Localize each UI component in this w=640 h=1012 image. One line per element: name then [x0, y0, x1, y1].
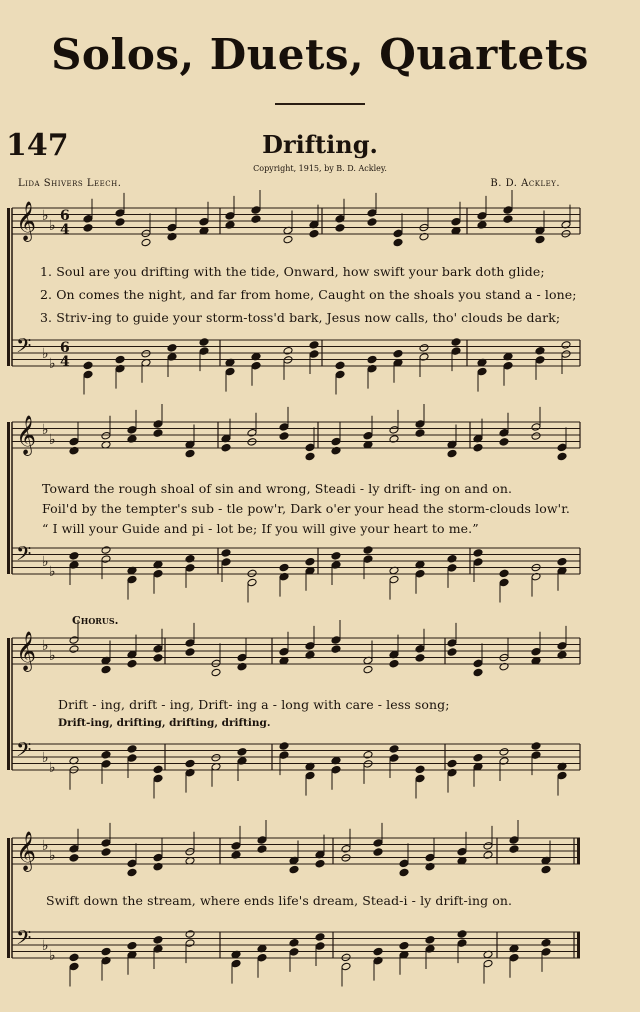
note-head: [83, 215, 93, 224]
chorus-line-2: Swift down the stream, where ends life's dream, Stead-i - ly drift-ing on.: [46, 893, 513, 908]
note-head: [115, 355, 125, 364]
note-head: [289, 939, 299, 948]
note-head: [509, 836, 519, 845]
note-head: [69, 552, 79, 561]
note-head: [331, 636, 341, 645]
note-head: [305, 443, 315, 452]
note-head: [457, 847, 467, 856]
time-signature-top: 6: [60, 340, 70, 356]
note-head: [419, 344, 429, 353]
note-head: [153, 429, 163, 438]
note-head: [473, 659, 483, 668]
note-head: [231, 959, 241, 968]
note-head: [211, 659, 221, 668]
note-head: [289, 948, 299, 957]
flat-sign: ♭: [42, 638, 49, 654]
flat-sign: ♭: [42, 422, 49, 438]
note-head: [237, 653, 247, 662]
note-head: [185, 759, 195, 768]
flat-sign: ♭: [42, 938, 49, 954]
treble-clef: 𝄞: [16, 201, 37, 241]
verse-2-line-1: 2. On comes the night, and far from home, Caught on the shoals you stand a - lone;: [40, 287, 577, 302]
note-head: [279, 742, 289, 751]
note-head: [141, 229, 151, 238]
note-head: [447, 648, 457, 657]
note-head: [101, 751, 111, 760]
note-head: [127, 659, 137, 668]
note-head: [185, 564, 195, 573]
note-head: [247, 429, 257, 438]
note-head: [237, 748, 247, 757]
note-head: [127, 941, 137, 950]
note-head: [373, 947, 383, 956]
note-head: [153, 654, 163, 663]
note-head: [185, 939, 195, 948]
flat-sign: ♭: [42, 838, 49, 854]
note-head: [221, 443, 231, 452]
note-head: [127, 754, 137, 763]
note-head: [531, 647, 541, 656]
note-head: [69, 645, 79, 654]
note-head: [231, 842, 241, 851]
chorus-echo-line: Drift-ing, drifting, drifting, drifting.: [58, 717, 271, 729]
note-head: [367, 218, 377, 227]
note-head: [473, 443, 483, 452]
note-head: [153, 774, 163, 783]
note-head: [69, 636, 79, 645]
note-head: [279, 423, 289, 432]
note-head: [211, 668, 221, 677]
note-head: [535, 235, 545, 244]
note-head: [185, 449, 195, 458]
final-barline: [577, 932, 580, 958]
note-head: [69, 962, 79, 971]
note-head: [211, 753, 221, 762]
note-head: [127, 868, 137, 877]
note-head: [335, 215, 345, 224]
note-head: [309, 341, 319, 350]
note-head: [363, 546, 373, 555]
note-head: [541, 865, 551, 874]
note-head: [335, 370, 345, 379]
note-head: [283, 235, 293, 244]
note-head: [557, 771, 567, 780]
note-head: [167, 223, 177, 232]
flat-sign: ♭: [42, 554, 49, 570]
note-head: [425, 853, 435, 862]
note-head: [331, 645, 341, 654]
note-head: [341, 962, 351, 971]
note-head: [309, 350, 319, 359]
note-head: [101, 839, 111, 848]
note-head: [153, 853, 163, 862]
note-head: [331, 765, 341, 774]
note-head: [399, 868, 409, 877]
verse-3-line-2: “ I will your Guide and pi - lot be; If you will give your heart to me.”: [42, 521, 479, 536]
note-head: [279, 751, 289, 760]
note-head: [153, 765, 163, 774]
note-head: [305, 452, 315, 461]
treble-clef: 𝄞: [16, 415, 37, 455]
note-head: [305, 771, 315, 780]
note-head: [101, 947, 111, 956]
note-head: [447, 564, 457, 573]
note-head: [557, 443, 567, 452]
note-head: [69, 854, 79, 863]
note-head: [363, 751, 373, 760]
note-head: [503, 361, 513, 370]
note-head: [425, 936, 435, 945]
note-head: [557, 557, 567, 566]
flat-sign: ♭: [49, 948, 56, 964]
note-head: [541, 939, 551, 948]
note-head: [531, 751, 541, 760]
note-head: [127, 859, 137, 868]
hymn-number: 147: [6, 128, 69, 163]
note-head: [83, 361, 93, 370]
bass-clef: 𝄢: [16, 542, 32, 570]
note-head: [415, 569, 425, 578]
note-head: [341, 845, 351, 854]
note-head: [101, 848, 111, 857]
note-head: [447, 449, 457, 458]
note-head: [115, 218, 125, 227]
note-head: [499, 578, 509, 587]
system-brace: [7, 208, 10, 366]
note-head: [257, 953, 267, 962]
treble-clef: 𝄞: [16, 831, 37, 871]
time-signature-bottom: 4: [60, 222, 70, 238]
note-head: [373, 848, 383, 857]
note-head: [451, 217, 461, 226]
note-head: [373, 839, 383, 848]
note-head: [483, 842, 493, 851]
flat-sign: ♭: [42, 346, 49, 362]
note-head: [341, 953, 351, 962]
note-head: [561, 350, 571, 359]
note-head: [477, 212, 487, 221]
note-head: [473, 668, 483, 677]
verse-2-line-2: Foil'd by the tempter's sub - tle pow'r, Dark o'er your head the storm-clouds low'r.: [42, 501, 570, 516]
note-head: [185, 847, 195, 856]
note-head: [531, 432, 541, 441]
note-head: [221, 558, 231, 567]
note-head: [415, 645, 425, 654]
flat-sign: ♭: [42, 750, 49, 766]
note-head: [389, 426, 399, 435]
hymn-title: Drifting.: [262, 130, 378, 159]
note-head: [399, 859, 409, 868]
note-head: [69, 437, 79, 446]
note-head: [415, 654, 425, 663]
time-signature-bottom: 4: [60, 354, 70, 370]
note-head: [363, 555, 373, 564]
final-barline: [577, 838, 580, 864]
note-head: [447, 555, 457, 564]
note-head: [69, 953, 79, 962]
verse-1-line-1: 1. Soul are you drifting with the tide, Onward, how swift your bark doth glide;: [40, 264, 545, 279]
note-head: [473, 753, 483, 762]
note-head: [279, 563, 289, 572]
note-head: [363, 665, 373, 674]
note-head: [399, 941, 409, 950]
note-head: [283, 347, 293, 356]
note-head: [127, 575, 137, 584]
note-head: [473, 549, 483, 558]
flat-sign: ♭: [49, 432, 56, 448]
note-head: [199, 347, 209, 356]
note-head: [363, 431, 373, 440]
note-head: [167, 344, 177, 353]
note-head: [335, 224, 345, 233]
note-head: [153, 645, 163, 654]
note-head: [451, 338, 461, 347]
note-head: [393, 238, 403, 247]
bass-clef: 𝄢: [16, 738, 32, 766]
verse-3-line-1: 3. Striv-ing to guide your storm-toss'd bark, Jesus now calls, tho' clouds be dark;: [40, 310, 561, 325]
note-head: [251, 361, 261, 370]
note-head: [331, 552, 341, 561]
note-head: [503, 206, 513, 215]
note-head: [83, 370, 93, 379]
note-head: [335, 361, 345, 370]
note-head: [531, 423, 541, 432]
note-head: [541, 948, 551, 957]
flat-sign: ♭: [49, 564, 56, 580]
note-head: [531, 742, 541, 751]
note-head: [153, 936, 163, 945]
copyright-notice: Copyright, 1915, by B. D. Ackley.: [253, 164, 387, 173]
note-head: [331, 437, 341, 446]
flat-sign: ♭: [49, 356, 56, 372]
note-head: [101, 760, 111, 769]
note-head: [389, 575, 399, 584]
note-head: [279, 432, 289, 441]
note-head: [389, 745, 399, 754]
note-head: [225, 212, 235, 221]
flat-sign: ♭: [49, 218, 56, 234]
note-head: [509, 845, 519, 854]
note-head: [389, 754, 399, 763]
note-head: [251, 206, 261, 215]
note-head: [83, 224, 93, 233]
note-head: [535, 347, 545, 356]
flat-sign: ♭: [49, 760, 56, 776]
note-head: [257, 836, 267, 845]
time-signature-top: 6: [60, 208, 70, 224]
note-head: [251, 215, 261, 224]
note-head: [199, 338, 209, 347]
note-head: [499, 748, 509, 757]
lyricist-credit: Lida Shivers Leech.: [18, 178, 122, 189]
section-title: Solos, Duets, Quartets: [51, 30, 589, 79]
note-head: [557, 452, 567, 461]
note-head: [101, 665, 111, 674]
note-head: [315, 859, 325, 868]
note-head: [457, 939, 467, 948]
note-head: [247, 578, 257, 587]
note-head: [289, 865, 299, 874]
note-head: [185, 555, 195, 564]
bass-clef: 𝄢: [16, 926, 32, 954]
note-head: [447, 639, 457, 648]
system-brace: [7, 838, 10, 958]
note-head: [367, 355, 377, 364]
note-head: [451, 347, 461, 356]
note-head: [185, 930, 195, 939]
note-head: [415, 774, 425, 783]
note-head: [447, 759, 457, 768]
note-head: [305, 642, 315, 651]
note-head: [535, 356, 545, 365]
note-head: [153, 569, 163, 578]
note-head: [477, 367, 487, 376]
note-head: [185, 648, 195, 657]
note-head: [499, 438, 509, 447]
system-brace: [7, 638, 10, 770]
note-head: [305, 557, 315, 566]
flat-sign: ♭: [49, 848, 56, 864]
note-head: [101, 431, 111, 440]
note-head: [499, 429, 509, 438]
flat-sign: ♭: [42, 208, 49, 224]
flat-sign: ♭: [49, 648, 56, 664]
note-head: [509, 953, 519, 962]
note-head: [557, 642, 567, 651]
note-head: [393, 349, 403, 358]
note-head: [69, 845, 79, 854]
note-head: [141, 238, 151, 247]
note-head: [315, 933, 325, 942]
note-head: [141, 349, 151, 358]
note-head: [561, 341, 571, 350]
note-head: [225, 367, 235, 376]
note-head: [127, 745, 137, 754]
note-head: [483, 959, 493, 968]
note-head: [309, 229, 319, 238]
verse-1-line-2: Toward the rough shoal of sin and wrong, Steadi - ly drift- ing on and on.: [42, 481, 513, 496]
note-head: [153, 420, 163, 429]
note-head: [389, 659, 399, 668]
note-head: [367, 209, 377, 218]
chorus-line-1: Drift - ing, drift - ing, Drift- ing a - long with care - less song;: [58, 697, 450, 712]
note-head: [115, 209, 125, 218]
note-head: [415, 420, 425, 429]
note-head: [185, 639, 195, 648]
note-head: [415, 429, 425, 438]
note-head: [473, 558, 483, 567]
treble-clef: 𝄞: [16, 631, 37, 671]
note-head: [257, 845, 267, 854]
chorus-label: Chorus.: [72, 614, 119, 627]
note-head: [221, 549, 231, 558]
note-head: [279, 647, 289, 656]
bass-clef: 𝄢: [16, 334, 32, 362]
note-head: [393, 229, 403, 238]
note-head: [457, 930, 467, 939]
system-brace: [7, 422, 10, 574]
note-head: [127, 426, 137, 435]
note-head: [503, 215, 513, 224]
note-head: [247, 569, 257, 578]
composer-credit: B. D. Ackley.: [490, 178, 560, 189]
note-head: [101, 546, 111, 555]
note-head: [499, 569, 509, 578]
note-head: [415, 765, 425, 774]
note-head: [199, 217, 209, 226]
note-head: [101, 555, 111, 564]
note-head: [315, 942, 325, 951]
